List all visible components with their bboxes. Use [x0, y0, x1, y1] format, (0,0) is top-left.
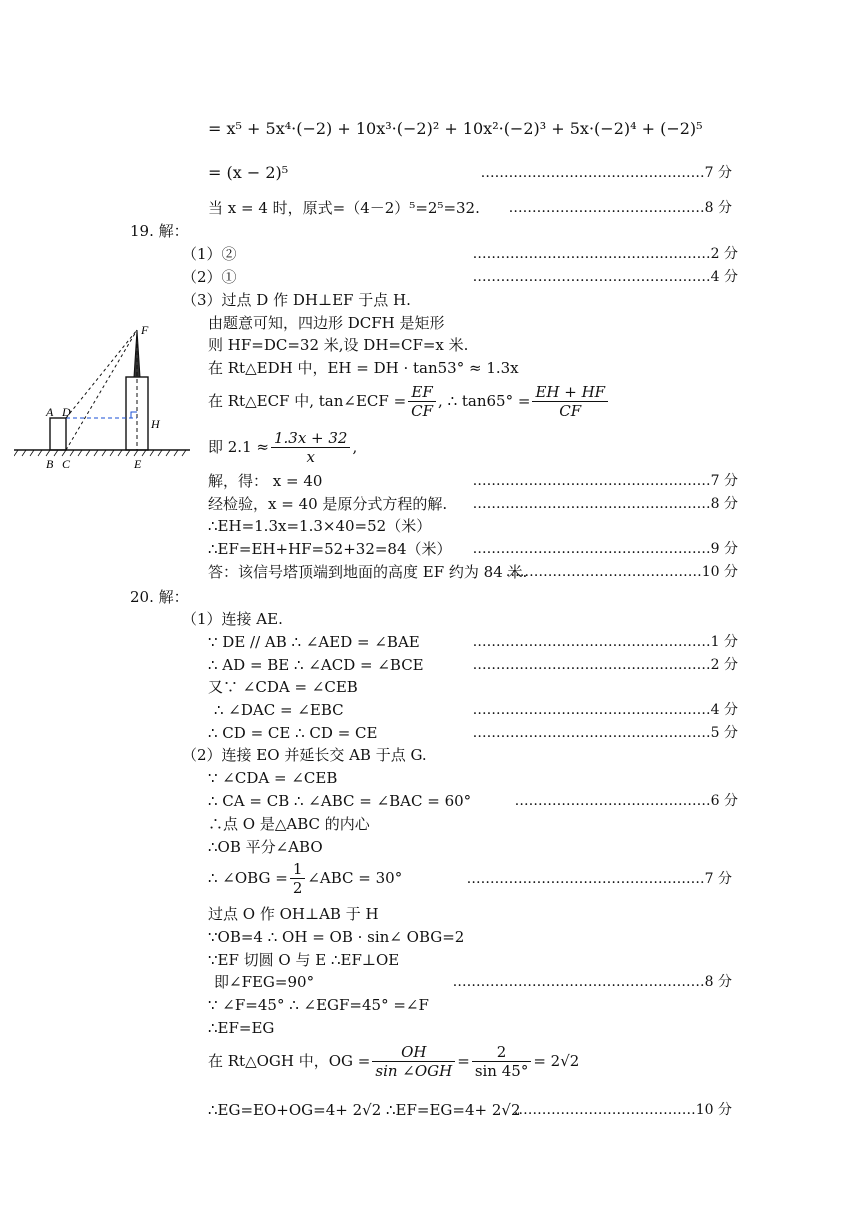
check-line: 经检验，x = 40 是原分式方程的解.: [208, 495, 448, 513]
label-d: D: [62, 405, 71, 419]
proof-line: ∴OB 平分∠ABO: [208, 838, 323, 856]
label-a: A: [46, 405, 54, 419]
proof-line: ∴ CA = CB ∴ ∠ABC = ∠BAC = 60°: [208, 792, 472, 810]
score-marker: ……………………………………6 分: [514, 793, 738, 809]
solve-line: 解，得： x = 40: [208, 472, 323, 490]
score-marker: ……………………………………………4 分: [472, 269, 738, 285]
score-marker: …………………………………………7 分: [480, 165, 732, 181]
proof-line: 又∵ ∠CDA = ∠CEB: [208, 678, 358, 696]
angle-equation: ∴ ∠OBG = $\frac{1}{2}$ ∠ABC = 30°: [208, 859, 403, 897]
proof-line: ∵ DE // AB ∴ ∠AED = ∠BAE: [208, 633, 420, 651]
score-marker: …………………………………10 分: [513, 1102, 732, 1118]
q20-part2: （2）连接 EO 并延长交 AB 于点 G.: [182, 746, 427, 764]
proof-line: ∵ ∠F=45° ∴ ∠EGF=45° =∠F: [208, 996, 429, 1014]
og-equation: 在 Rt△OGH 中，OG = $\frac{OH}{\text{sin ∠OGH}}$ = $\frac{2}{\sin 45^\circ}$ = 2√2: [208, 1042, 580, 1080]
question-20-heading: 20. 解：: [130, 588, 189, 606]
q19-part2: （2）①: [182, 268, 237, 286]
answer-line: 答：该信号塔顶端到地面的高度 EF 约为 84 米.: [208, 563, 528, 581]
label-c: C: [62, 457, 71, 470]
fraction: $\frac{EF}{CF}$: [408, 383, 436, 420]
score-marker: ……………………………………………1 分: [472, 634, 738, 650]
score-marker: ……………………………………………7 分: [472, 473, 738, 489]
score-marker: ……………………………………10 分: [505, 564, 738, 580]
tan-equation: 在 Rt△ECF 中, tan∠ECF = $\frac{EF}{CF}$ , ∴ tan65° = $\frac{EH + HF}{CF}$: [208, 378, 610, 424]
evaluate-line: 当 x = 4 时，原式=（4－2）⁵=2⁵=32.: [208, 199, 480, 217]
fraction: $\frac{2}{\sin 45^\circ}$: [472, 1043, 532, 1080]
fraction: $\frac{EH + HF}{CF}$: [532, 383, 608, 420]
text-line: 则 HF=DC=32 米,设 DH=CF=x 米.: [208, 336, 469, 354]
score-marker: ……………………………………………7 分: [466, 871, 732, 887]
proof-line: ∵OB=4 ∴ OH = OB · sin∠ OBG=2: [208, 928, 465, 946]
score-marker: ……………………………………………4 分: [472, 702, 738, 718]
label-h: H: [151, 417, 160, 431]
text-line: ∴EH=1.3x=1.3×40=52（米）: [208, 517, 432, 535]
score-marker: ……………………………………………2 分: [472, 246, 738, 262]
text-line: 在 Rt△EDH 中，EH = DH · tan53° ≈ 1.3x: [208, 359, 519, 377]
proof-line: ∵ ∠CDA = ∠CEB: [208, 769, 338, 787]
score-marker: ……………………………………8 分: [508, 200, 732, 216]
text-line: 由题意可知，四边形 DCFH 是矩形: [208, 314, 445, 332]
proof-line: ∴EG=EO+OG=4+ 2√2 ∴EF=EG=4+ 2√2: [208, 1101, 521, 1119]
proof-line: ∴ AD = BE ∴ ∠ACD = ∠BCE: [208, 656, 424, 674]
fraction: $\frac{1}{2}$: [290, 860, 306, 897]
fraction: $\frac{OH}{\text{sin ∠OGH}}$: [372, 1043, 455, 1080]
proof-line: ∵EF 切圆 O 与 E ∴EF⊥OE: [208, 951, 400, 969]
q19-part1: （1）②: [182, 245, 237, 263]
q19-part3: （3）过点 D 作 DH⊥EF 于点 H.: [182, 291, 411, 309]
label-e: E: [134, 457, 142, 470]
score-marker: ……………………………………………8 分: [472, 496, 738, 512]
proof-line: ∴ ∠DAC = ∠EBC: [214, 701, 344, 719]
proof-line: ∴ CD = CE ∴ CD = CE: [208, 724, 378, 742]
proof-line: 即∠FEG=90°: [214, 973, 315, 991]
tower-figure: [14, 322, 194, 470]
score-marker: ……………………………………………9 分: [472, 541, 738, 557]
label-f: F: [141, 323, 149, 337]
result-line: = (x − 2)⁵: [208, 163, 289, 182]
q20-part1: （1）连接 AE.: [182, 610, 283, 628]
score-marker: ……………………………………………5 分: [472, 725, 738, 741]
text-line: ∴EF=EH+HF=52+32=84（米）: [208, 540, 452, 558]
proof-line: ∴点 O 是△ABC 的内心: [208, 815, 370, 833]
score-marker: ………………………………………………8 分: [452, 974, 732, 990]
proof-line: ∴EF=EG: [208, 1019, 275, 1037]
approx-equation: 即 2.1 ≈ $\frac{1.3x + 32}{x}$ ,: [208, 428, 358, 466]
label-b: B: [46, 457, 54, 470]
question-19-heading: 19. 解：: [130, 222, 189, 240]
expansion-line: = x⁵ + 5x⁴·(−2) + 10x³·(−2)² + 10x²·(−2)³ + 5x·(−2)⁴ + (−2)⁵: [208, 119, 703, 138]
fraction: $\frac{1.3x + 32}{x}$: [271, 429, 351, 466]
proof-line: 过点 O 作 OH⊥AB 于 H: [208, 905, 379, 923]
score-marker: ……………………………………………2 分: [472, 657, 738, 673]
